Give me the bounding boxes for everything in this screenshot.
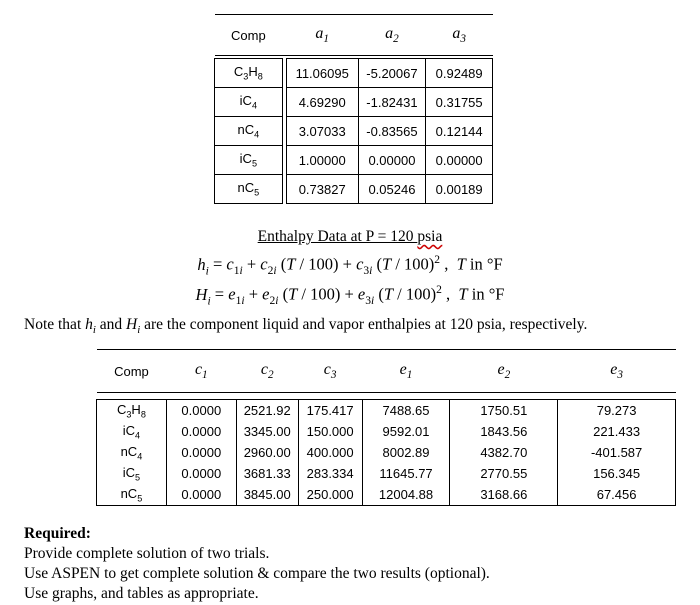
value-cell: 79.273	[558, 400, 676, 422]
value-cell: 9592.01	[362, 421, 450, 442]
value-cell: -5.20067	[358, 59, 426, 88]
value-cell: 1843.56	[450, 421, 558, 442]
header-comp: Comp	[215, 15, 283, 56]
header-comp: Comp	[97, 350, 167, 393]
value-cell: 3345.00	[236, 421, 298, 442]
value-cell: 3168.66	[450, 484, 558, 506]
table-row	[215, 88, 493, 117]
table-row	[97, 421, 676, 442]
comp-cell: $iC_5$	[215, 146, 283, 175]
value-cell: 0.0000	[166, 400, 236, 422]
vapor-enthalpy-equation: $H_i = e_{1i} + e_{2i}$ $(T / 100) + e_{3i}$ (T / 100)$^2$ , T in °F	[195, 284, 505, 307]
value-cell: 1750.51	[450, 400, 558, 422]
value-cell: 11645.77	[362, 463, 450, 484]
value-cell: 0.0000	[166, 463, 236, 484]
table-row	[97, 442, 676, 463]
value-cell: 4.69290	[286, 88, 358, 117]
value-cell: 3845.00	[236, 484, 298, 506]
comp-cell: $nC_4$	[97, 442, 167, 463]
enthalpy-coefficient-table	[96, 349, 676, 506]
enthalpy-note: Note that $h_i$ and $H_i$ are the component liquid and vapor enthalpies at 120 psia, respectively.	[24, 316, 588, 337]
coefficient-table-a	[214, 14, 493, 204]
header-e1: $e_1$	[362, 350, 450, 393]
value-cell: 11.06095	[286, 59, 358, 88]
value-cell: 2770.55	[450, 463, 558, 484]
comp-cell: $nC_4$	[215, 117, 283, 146]
value-cell: 0.05246	[358, 175, 426, 204]
value-cell: 7488.65	[362, 400, 450, 422]
table-row	[215, 59, 493, 88]
value-cell: 2960.00	[236, 442, 298, 463]
value-cell: 4382.70	[450, 442, 558, 463]
table-row	[215, 117, 493, 146]
value-cell: 3681.33	[236, 463, 298, 484]
required-section	[24, 524, 490, 604]
comp-cell: $iC_5$	[97, 463, 167, 484]
value-cell: 3.07033	[286, 117, 358, 146]
value-cell: -1.82431	[358, 88, 426, 117]
header-e2: $e_2$	[450, 350, 558, 393]
required-line: Provide complete solution of two trials.	[24, 545, 270, 562]
value-cell: 0.92489	[426, 59, 493, 88]
required-heading: Required:	[24, 525, 91, 542]
value-cell: 175.417	[298, 400, 362, 422]
value-cell: -0.83565	[358, 117, 426, 146]
value-cell: 0.0000	[166, 442, 236, 463]
value-cell: 0.0000	[166, 421, 236, 442]
comp-cell: $C_3H_8$	[215, 59, 283, 88]
header-e3: $e_3$	[558, 350, 676, 393]
table-row	[97, 463, 676, 484]
header-c3: $c_3$	[298, 350, 362, 393]
comp-cell: $iC_4$	[97, 421, 167, 442]
header-c1: $c_1$	[166, 350, 236, 393]
value-cell: 221.433	[558, 421, 676, 442]
table-row	[97, 400, 676, 422]
value-cell: 2521.92	[236, 400, 298, 422]
table-row	[97, 484, 676, 506]
value-cell: 250.000	[298, 484, 362, 506]
value-cell: 0.12144	[426, 117, 493, 146]
table-row	[215, 175, 493, 204]
value-cell: 0.00189	[426, 175, 493, 204]
table-header-row	[97, 350, 676, 393]
value-cell: 0.31755	[426, 88, 493, 117]
value-cell: 12004.88	[362, 484, 450, 506]
value-cell: 283.334	[298, 463, 362, 484]
comp-cell: $nC_5$	[97, 484, 167, 506]
enthalpy-title: Enthalpy Data at P = 120 psia	[257, 228, 443, 245]
value-cell: 0.00000	[358, 146, 426, 175]
table-header-row	[215, 15, 493, 56]
value-cell: 67.456	[558, 484, 676, 506]
header-a1: $a_1$	[286, 15, 358, 56]
liquid-enthalpy-equation: $h_i = c_{1i} + c_{2i}$ $(T / 100) + c_{3i}$ (T / 100)$^2$ , T in °F	[197, 254, 503, 277]
value-cell: 0.73827	[286, 175, 358, 204]
comp-cell: $iC_4$	[215, 88, 283, 117]
comp-cell: $nC_5$	[215, 175, 283, 204]
table-row	[215, 146, 493, 175]
header-c2: $c_2$	[236, 350, 298, 393]
value-cell: -401.587	[558, 442, 676, 463]
value-cell: 8002.89	[362, 442, 450, 463]
header-a2: $a_2$	[358, 15, 426, 56]
value-cell: 400.000	[298, 442, 362, 463]
value-cell: 150.000	[298, 421, 362, 442]
value-cell: 1.00000	[286, 146, 358, 175]
value-cell: 0.00000	[426, 146, 493, 175]
required-line: Use ASPEN to get complete solution & compare the two results (optional).	[24, 565, 490, 582]
required-line: Use graphs, and tables as appropriate.	[24, 585, 259, 602]
comp-cell: $C_3H_8$	[97, 400, 167, 422]
value-cell: 156.345	[558, 463, 676, 484]
value-cell: 0.0000	[166, 484, 236, 506]
header-a3: $a_3$	[426, 15, 493, 56]
